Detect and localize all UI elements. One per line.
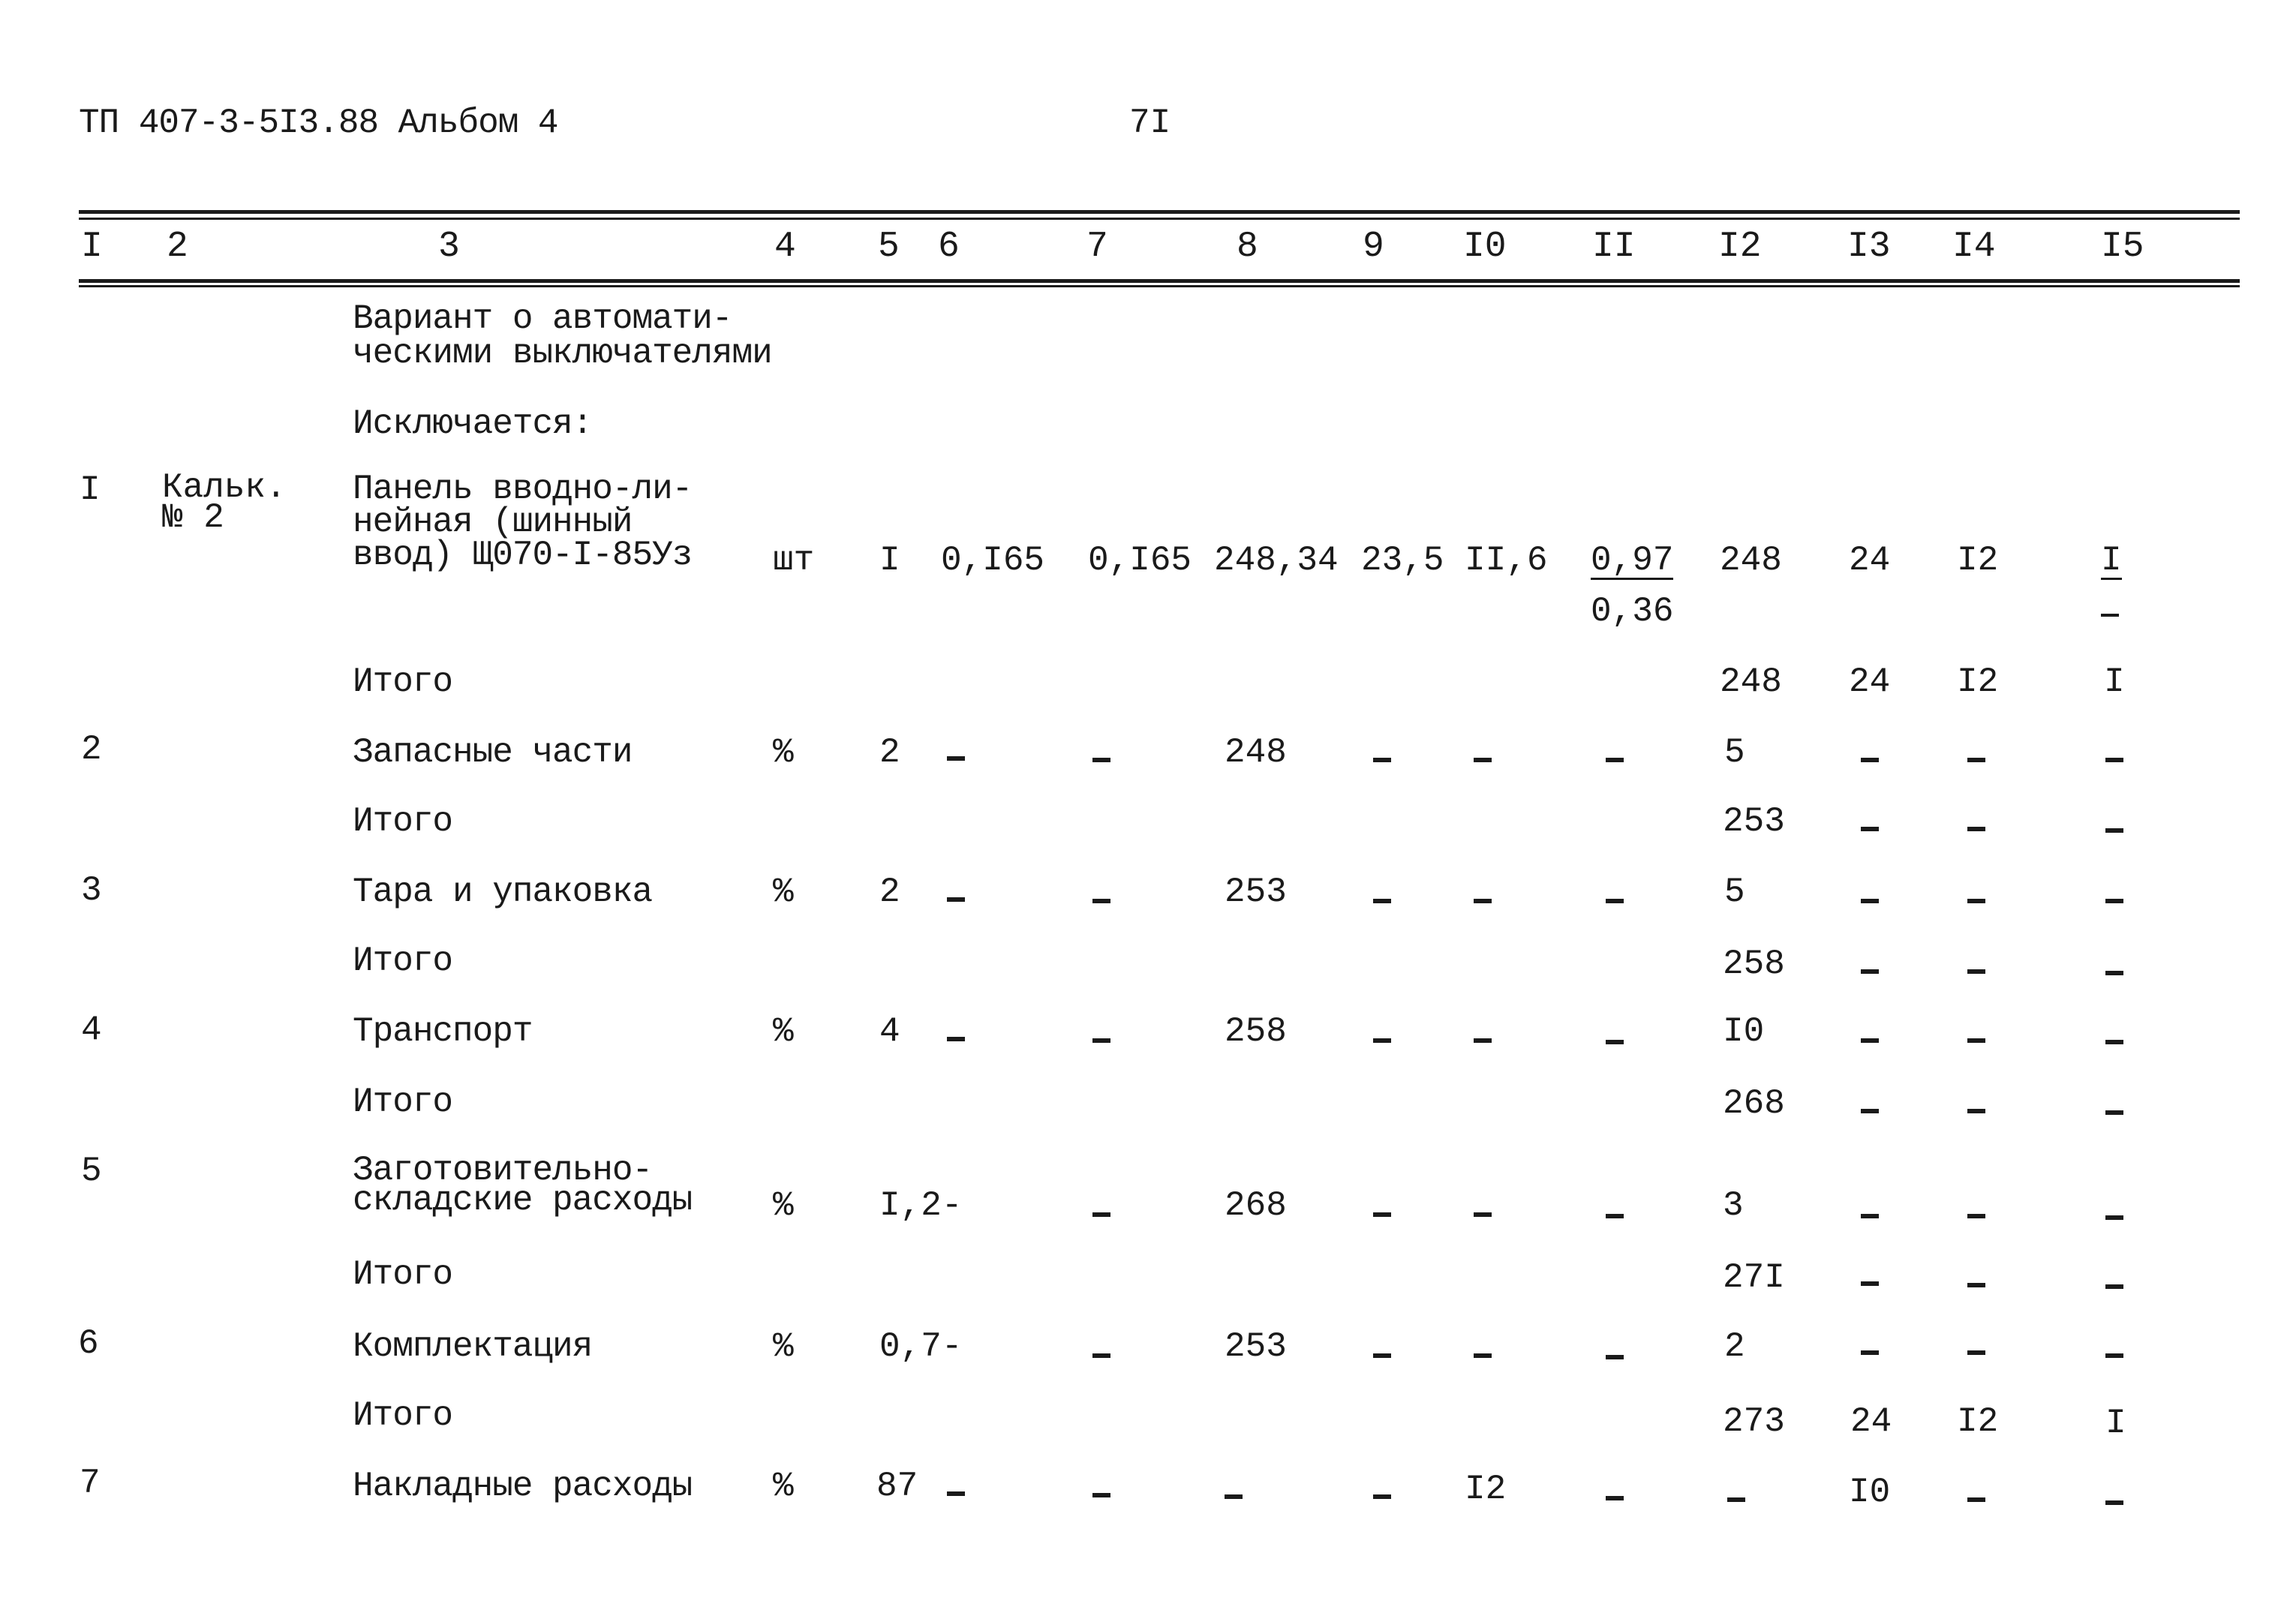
column-number-5: 5 [878,227,900,267]
row-4-col6-dash [947,1037,965,1041]
row-2-unit: % [773,733,794,772]
column-number-2: 2 [167,227,188,267]
row-2-col15-dash [2105,758,2123,762]
row-3-quantity: 2 [879,873,900,912]
row-1-unit: шт [773,541,815,580]
row-6-description: Комплектация [353,1327,593,1366]
column-number-15: I5 [2101,227,2144,267]
total-5-col14-dash [1967,1283,1985,1287]
row-6-col10-dash [1474,1353,1492,1358]
row-3-col15-dash [2105,899,2123,903]
row-3-unit: % [773,873,794,912]
document-code: ТП 407-3-5I3.88 Альбом 4 [79,104,558,143]
total-2-col15-dash [2105,828,2123,833]
total-6-col12: 273 [1723,1402,1785,1441]
row-6-quantity: 0,7- [879,1327,963,1366]
total-3-col14-dash [1967,969,1985,974]
row-6-unit: % [773,1327,794,1366]
row-1-col6: 0,I65 [941,541,1045,580]
column-number-4: 4 [774,227,796,267]
row-6-col9-dash [1373,1353,1391,1358]
row-5-description: Заготовительно- складские расходы [353,1151,693,1220]
row-6-col11-dash [1606,1355,1624,1359]
total-4-col15-dash [2105,1110,2123,1115]
row-4-unit: % [773,1012,794,1051]
row-2-col8: 248 [1225,733,1287,772]
page-number: 7I [1129,104,1171,143]
total-label-2: Итого [353,802,453,841]
row-7-col9-dash [1373,1494,1391,1499]
total-label-3: Итого [353,942,453,981]
row-4-col13-dash [1861,1038,1879,1043]
row-1-reference: Кальк. № 2 [162,468,287,537]
row-3-col6-dash [947,897,965,902]
row-5-col11-dash [1606,1214,1624,1218]
row-1-description: Панель вводно-ли- нейная (шинный ввод) Щ070-I-85Уз [353,470,693,575]
row-7-description: Накладные расходы [353,1467,693,1506]
row-1-col8: 248,34 [1214,541,1339,580]
row-4-col14-dash [1967,1038,1985,1043]
row-7-col15-dash [2105,1500,2123,1505]
row-2-col6-dash [947,756,965,761]
header-bottom-rule [79,279,2240,283]
total-label-6: Итого [353,1396,453,1435]
row-5-col7-dash [1092,1212,1110,1217]
row-2-number: 2 [81,730,102,769]
row-1-col11: 0,97 [1591,541,1674,580]
total-label-1: Итого [353,662,453,701]
row-3-number: 3 [81,871,102,910]
total-label-5: Итого [353,1255,453,1294]
row-4-col12: I0 [1723,1012,1765,1051]
row-2-col10-dash [1474,758,1492,762]
table-top-rule [79,210,2240,214]
row-5-number: 5 [81,1152,102,1191]
row-4-col11-dash [1606,1040,1624,1044]
row-4-col10-dash [1474,1038,1492,1043]
row-1-col7: 0,I65 [1088,541,1192,580]
row-2-quantity: 2 [879,733,900,772]
row-3-col13-dash [1861,899,1879,903]
row-3-col10-dash [1474,899,1492,903]
row-7-quantity: 87 [876,1467,918,1506]
row-7-col8-dash [1225,1494,1243,1499]
column-number-8: 8 [1237,227,1258,267]
row-7-col12-dash [1727,1497,1745,1502]
total-6-col13: 24 [1850,1402,1892,1441]
row-3-description: Тара и упаковка [353,873,653,912]
total-1-col12: 248 [1720,662,1782,701]
column-number-7: 7 [1086,227,1108,267]
row-2-col7-dash [1092,758,1110,762]
column-number-12: I2 [1718,227,1762,267]
row-7-col10: I2 [1465,1470,1507,1509]
total-1-col14: I2 [1957,662,1999,701]
row-5-col8: 268 [1225,1186,1287,1225]
row-3-col11-dash [1606,899,1624,903]
row-3-col12: 5 [1724,873,1745,912]
row-1-number: I [80,470,101,509]
row-2-col14-dash [1967,758,1985,762]
row-3-col14-dash [1967,899,1985,903]
total-4-col14-dash [1967,1109,1985,1113]
row-1-col15-dash [2101,614,2119,617]
row-1-col9: 23,5 [1361,541,1444,580]
row-4-number: 4 [81,1011,102,1050]
total-2-col12: 253 [1723,802,1785,841]
row-1-col12: 248 [1720,541,1782,580]
row-5-col13-dash [1861,1214,1879,1218]
total-4-col13-dash [1861,1109,1879,1113]
column-number-11: II [1592,227,1636,267]
total-1-col13: 24 [1849,662,1891,701]
total-2-col13-dash [1861,827,1879,831]
row-5-unit: % [773,1186,794,1225]
column-number-10: I0 [1463,227,1507,267]
total-3-col15-dash [2105,971,2123,975]
column-number-13: I3 [1847,227,1891,267]
row-7-col11-dash [1606,1496,1624,1500]
column-number-9: 9 [1363,227,1384,267]
row-5-col14-dash [1967,1214,1985,1218]
row-7-unit: % [773,1467,794,1506]
total-6-col15: I [2105,1404,2126,1443]
row-4-col9-dash [1373,1038,1391,1043]
column-number-14: I4 [1952,227,1996,267]
row-5-quantity: I,2- [879,1186,963,1225]
row-6-number: 6 [78,1324,99,1363]
row-2-description: Запасные части [353,733,633,772]
row-3-col9-dash [1373,899,1391,903]
row-5-col15-dash [2105,1215,2123,1220]
column-number-6: 6 [938,227,960,267]
row-1-col11-second: 0,36 [1591,592,1674,631]
total-1-col15: I [2104,662,2125,701]
row-6-col12: 2 [1724,1327,1745,1366]
row-7-col6-dash [947,1491,965,1496]
row-5-col10-dash [1474,1212,1492,1217]
variant-heading: Вариант о автомати- ческими выключателями [353,299,772,373]
row-2-col12: 5 [1724,733,1745,772]
row-4-col15-dash [2105,1040,2123,1044]
total-4-col12: 268 [1723,1084,1785,1123]
total-6-col14: I2 [1957,1402,1999,1441]
row-2-col11-dash [1606,758,1624,762]
row-4-col7-dash [1092,1038,1110,1043]
row-1-col10: II,6 [1465,541,1548,580]
row-2-col13-dash [1861,758,1879,762]
total-2-col14-dash [1967,827,1985,831]
table-top-rule-secondary [79,218,2240,220]
row-3-col8: 253 [1225,873,1287,912]
row-1-col14: I2 [1957,541,1999,580]
row-4-col8: 258 [1225,1012,1287,1051]
total-3-col12: 258 [1723,945,1785,984]
row-6-col8: 253 [1225,1327,1287,1366]
row-7-col14-dash [1967,1497,1985,1502]
row-7-number: 7 [80,1464,101,1503]
total-5-col15-dash [2105,1284,2123,1289]
row-6-col13-dash [1861,1350,1879,1355]
row-4-quantity: 4 [879,1012,900,1051]
row-6-col14-dash [1967,1350,1985,1355]
column-number-3: 3 [438,227,460,267]
row-5-col12: 3 [1723,1186,1744,1225]
header-bottom-rule-secondary [79,285,2240,287]
row-5-col9-dash [1373,1212,1391,1217]
row-6-col7-dash [1092,1353,1110,1358]
row-7-col7-dash [1092,1493,1110,1497]
total-5-col12: 27I [1723,1258,1785,1297]
total-5-col13-dash [1861,1281,1879,1286]
column-number-1: I [81,227,103,267]
row-1-col13: 24 [1849,541,1891,580]
row-4-description: Транспорт [353,1012,533,1051]
row-3-col7-dash [1092,899,1110,903]
excluded-heading: Исключается: [353,404,593,443]
total-3-col13-dash [1861,969,1879,974]
row-1-col15: I [2101,541,2122,580]
row-6-col15-dash [2105,1353,2123,1358]
row-1-quantity: I [879,541,900,580]
row-7-col13: I0 [1849,1473,1891,1512]
total-label-4: Итого [353,1083,453,1122]
row-2-col9-dash [1373,758,1391,762]
